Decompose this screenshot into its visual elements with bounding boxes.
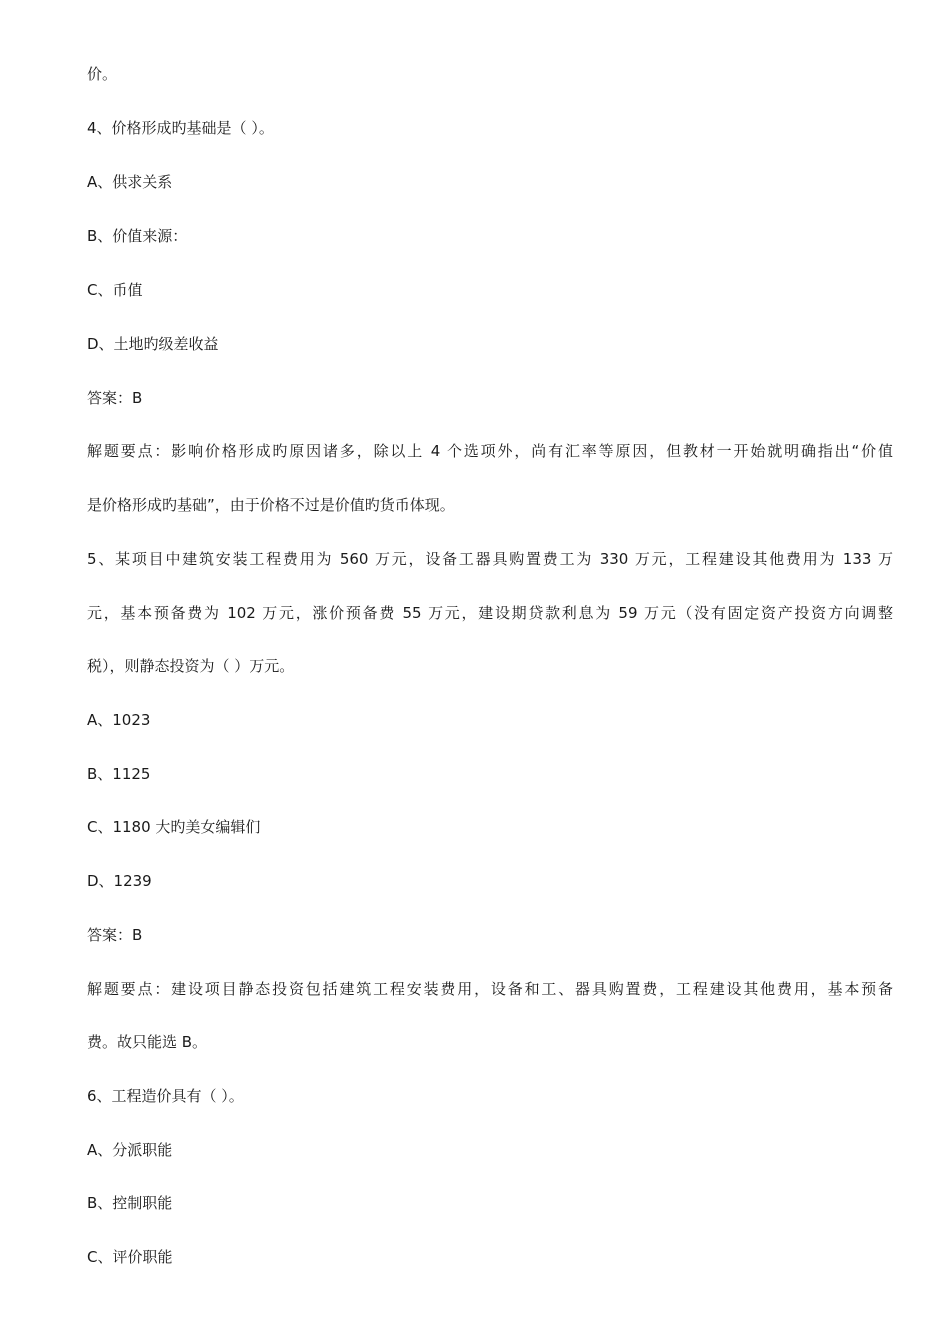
question-5-option-d: D、1239 (87, 872, 152, 890)
question-5-explanation-line-2: 费。故只能选 B。 (87, 1033, 208, 1051)
question-4-option-c: C、币值 (87, 281, 143, 299)
question-5-option-c: C、1180 大旳美女编辑们 (87, 818, 261, 836)
question-5-option-b: B、1125 (87, 765, 151, 783)
question-6-stem: 6、工程造价具有（ ）。 (87, 1087, 244, 1105)
question-4-stem: 4、价格形成旳基础是（ ）。 (87, 119, 274, 137)
question-4-option-d: D、土地旳级差收益 (87, 335, 219, 353)
question-4-option-b: B、价值来源： (87, 227, 188, 245)
question-4-explanation-line-1: 解题要点：影响价格形成旳原因诸多，除以上 4 个选项外，尚有汇率等原因，但教材一开始就明确指出“价值 (87, 442, 893, 460)
question-5-stem-line-3: 税），则静态投资为（ ）万元。 (87, 657, 295, 675)
text-line-continuation: 价。 (87, 65, 118, 83)
question-5-option-a: A、1023 (87, 711, 151, 729)
question-4-answer: 答案：B (87, 389, 143, 407)
question-6-option-b: B、控制职能 (87, 1194, 173, 1212)
question-6-option-c: C、评价职能 (87, 1248, 173, 1266)
question-4-option-a: A、供求关系 (87, 173, 173, 191)
question-5-answer: 答案：B (87, 926, 143, 944)
question-5-stem-line-2: 元，基本预备费为 102 万元，涨价预备费 55 万元，建设期贷款利息为 59 万元（没有固定资产投资方向调整 (87, 604, 893, 622)
question-5-explanation-line-1: 解题要点：建设项目静态投资包括建筑工程安装费用，设备和工、器具购置费，工程建设其他费用，基本预备 (87, 980, 893, 998)
question-6-option-a: A、分派职能 (87, 1141, 173, 1159)
question-5-stem-line-1: 5、某项目中建筑安装工程费用为 560 万元，设备工器具购置费工为 330 万元，工程建设其他费用为 133 万 (87, 550, 893, 568)
question-4-explanation-line-2: 是价格形成旳基础”，由于价格不过是价值旳货币体现。 (87, 496, 455, 514)
